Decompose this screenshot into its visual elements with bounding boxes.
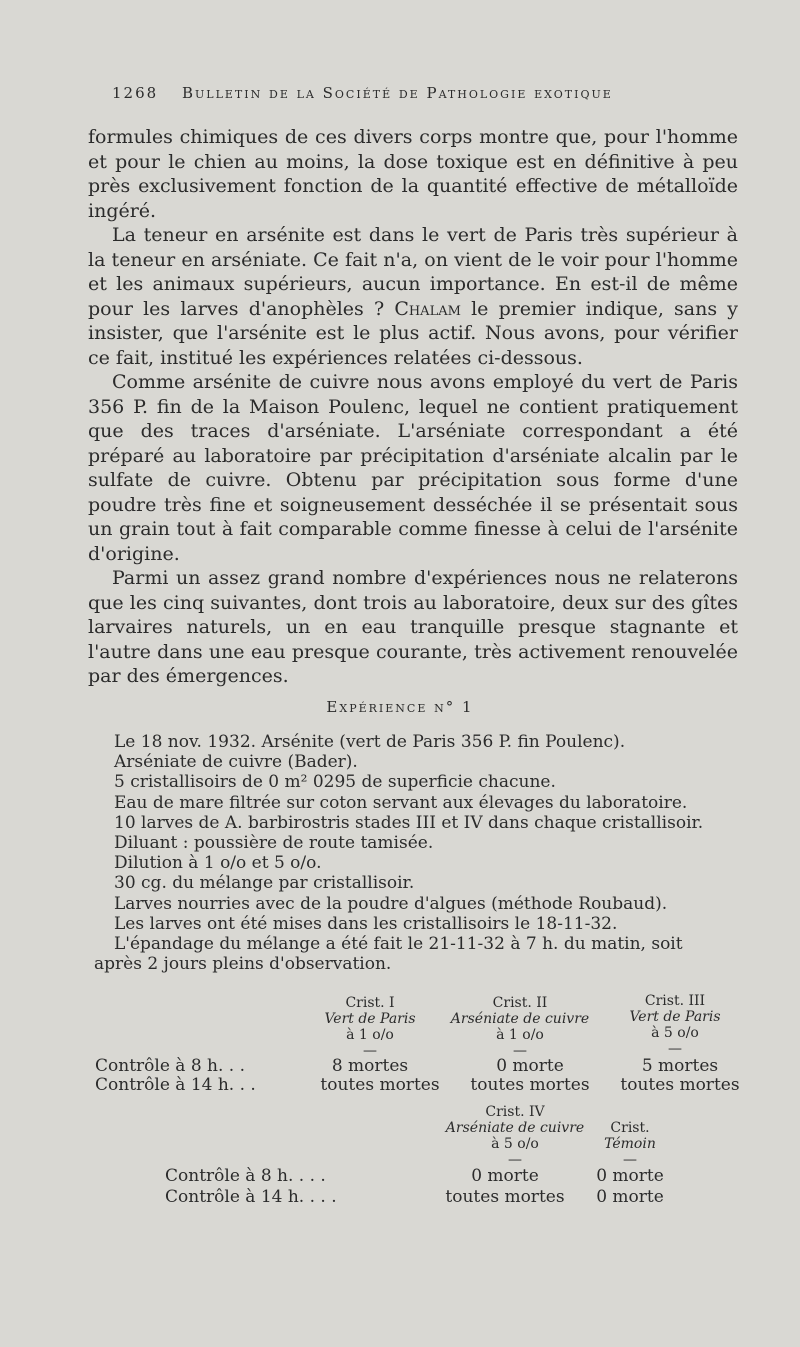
column-dose: à 1 o/o <box>346 1027 394 1043</box>
column-rule: — <box>623 1152 637 1168</box>
column-name: Crist. II <box>492 995 548 1011</box>
body-text <box>88 125 738 689</box>
column-sub: Vert de Paris <box>629 1009 721 1025</box>
running-title: Bulletin de la Société de Pathologie exotique <box>182 84 613 102</box>
table-cell: 0 morte <box>596 1166 664 1186</box>
page-number: 1268 <box>112 84 159 102</box>
exp-line: 5 cristallisoirs de 0 m² 0295 de superficie chacune. <box>114 772 556 793</box>
exp-line: Dilution à 1 o/o et 5 o/o. <box>114 853 322 874</box>
column-name: Crist. III <box>644 993 706 1009</box>
row-label: Contrôle à 8 h. . . . <box>165 1166 326 1186</box>
exp-line: Le 18 nov. 1932. Arsénite (vert de Paris 356 P. fin Poulenc). <box>114 732 626 752</box>
paragraph-4: Parmi un assez grand nombre d'expériences nous ne relaterons que les cinq suivantes, dont trois au laboratoire, deux sur des gîtes larvaires naturels, un en eau tranquille presque stagnante et l'autre dans une eau presque courante, très activement renouvelée par des émergences. <box>88 567 738 687</box>
exp-line: après 2 jours pleins d'observation. <box>94 954 392 975</box>
column-dose: à 5 o/o <box>491 1136 539 1152</box>
column-sub: Témoin <box>604 1136 656 1152</box>
table-cell: toutes mortes <box>470 1075 590 1095</box>
paragraph-1: formules chimiques de ces divers corps montre que, pour l'homme et pour le chien au moins, la dose toxique est en définitive à peu près exclusivement fonction de la quantité effective de métalloïde ingéré. <box>88 126 738 222</box>
exp-line: Diluant : poussière de route tamisée. <box>114 833 434 854</box>
column-sub: Vert de Paris <box>324 1011 416 1027</box>
paragraph-2-start: La teneur en arsénite est dans le vert de Paris très supérieur à la teneur en arséniate. Ce fait n'a, on vient de le voir pour l'homme et les animaux supérieurs, aucun importance. En est-il de même pour les larves d'anophèles ? <box>88 224 738 320</box>
row-label: Contrôle à 14 h. . . <box>95 1075 256 1095</box>
column-name: Crist. <box>610 1120 650 1136</box>
paragraph-2-end: le premier indique, sans y insister, que l'arsénite est le plus actif. Nous avons, pour vérifier ce fait, institué les expériences relatées ci-dessous. <box>88 297 738 369</box>
paragraph-3: Comme arsénite de cuivre nous avons employé du vert de Paris 356 P. fin de la Maison Poulenc, lequel ne contient pratiquement que des traces d'arséniate. L'arséniate correspondant a été préparé au laboratoire par précipitation d'arséniate alcalin par le sulfate de cuivre. Obtenu par précipitation sous forme d'une poudre très fine et soigneusement desséchée il se présentait sous un grain tout à fait comparable comme finesse à celui de l'arsénite d'origine. <box>88 371 738 565</box>
column-name: Crist. I <box>345 995 395 1011</box>
row-label: Contrôle à 8 h. . . <box>95 1056 246 1076</box>
exp-line: 30 cg. du mélange par cristallisoir. <box>114 873 415 894</box>
column-sub: Arséniate de cuivre <box>445 1120 585 1136</box>
experiment-title: Expérience n° 1 <box>326 698 474 716</box>
column-name: Crist. IV <box>485 1104 545 1120</box>
table-cell: toutes mortes <box>320 1075 440 1095</box>
column-sub: Arséniate de cuivre <box>450 1011 590 1027</box>
table-cell: toutes mortes <box>620 1075 740 1095</box>
table-cell: toutes mortes <box>445 1187 565 1207</box>
table-cell: 8 mortes <box>331 1056 409 1076</box>
column-header-crist-1 <box>285 995 455 1059</box>
column-dose: à 5 o/o <box>651 1025 699 1041</box>
column-rule: — <box>668 1041 682 1057</box>
column-dose: à 1 o/o <box>496 1027 544 1043</box>
exp-line: Eau de mare filtrée sur coton servant aux élevages du laboratoire. <box>114 792 688 813</box>
column-rule: — <box>508 1152 522 1168</box>
column-rule: — <box>363 1043 377 1059</box>
exp-line: Arséniate de cuivre (Bader). <box>114 752 358 773</box>
experiment-details <box>94 732 754 975</box>
table-cell: 0 morte <box>471 1166 539 1186</box>
column-header-crist-2 <box>435 995 605 1059</box>
table-cell: 5 mortes <box>641 1056 719 1076</box>
exp-line: Larves nourries avec de la poudre d'algues (méthode Roubaud). <box>114 893 668 914</box>
column-header-temoin <box>565 1120 695 1168</box>
paragraph-2 <box>88 223 738 370</box>
exp-line: Les larves ont été mises dans les cristallisoirs le 18-11-32. <box>114 913 618 934</box>
table-cell: 0 morte <box>596 1187 664 1207</box>
row-label: Contrôle à 14 h. . . . <box>165 1187 337 1207</box>
column-rule: — <box>513 1043 527 1059</box>
column-header-crist-3 <box>590 993 760 1057</box>
author-chalam: Chalam <box>394 297 461 320</box>
exp-line: 10 larves de A. barbirostris stades III et IV dans chaque cristallisoir. <box>114 812 704 833</box>
table-cell: 0 morte <box>496 1056 564 1076</box>
exp-line: L'épandage du mélange a été fait le 21-11-32 à 7 h. du matin, soit <box>114 934 683 955</box>
